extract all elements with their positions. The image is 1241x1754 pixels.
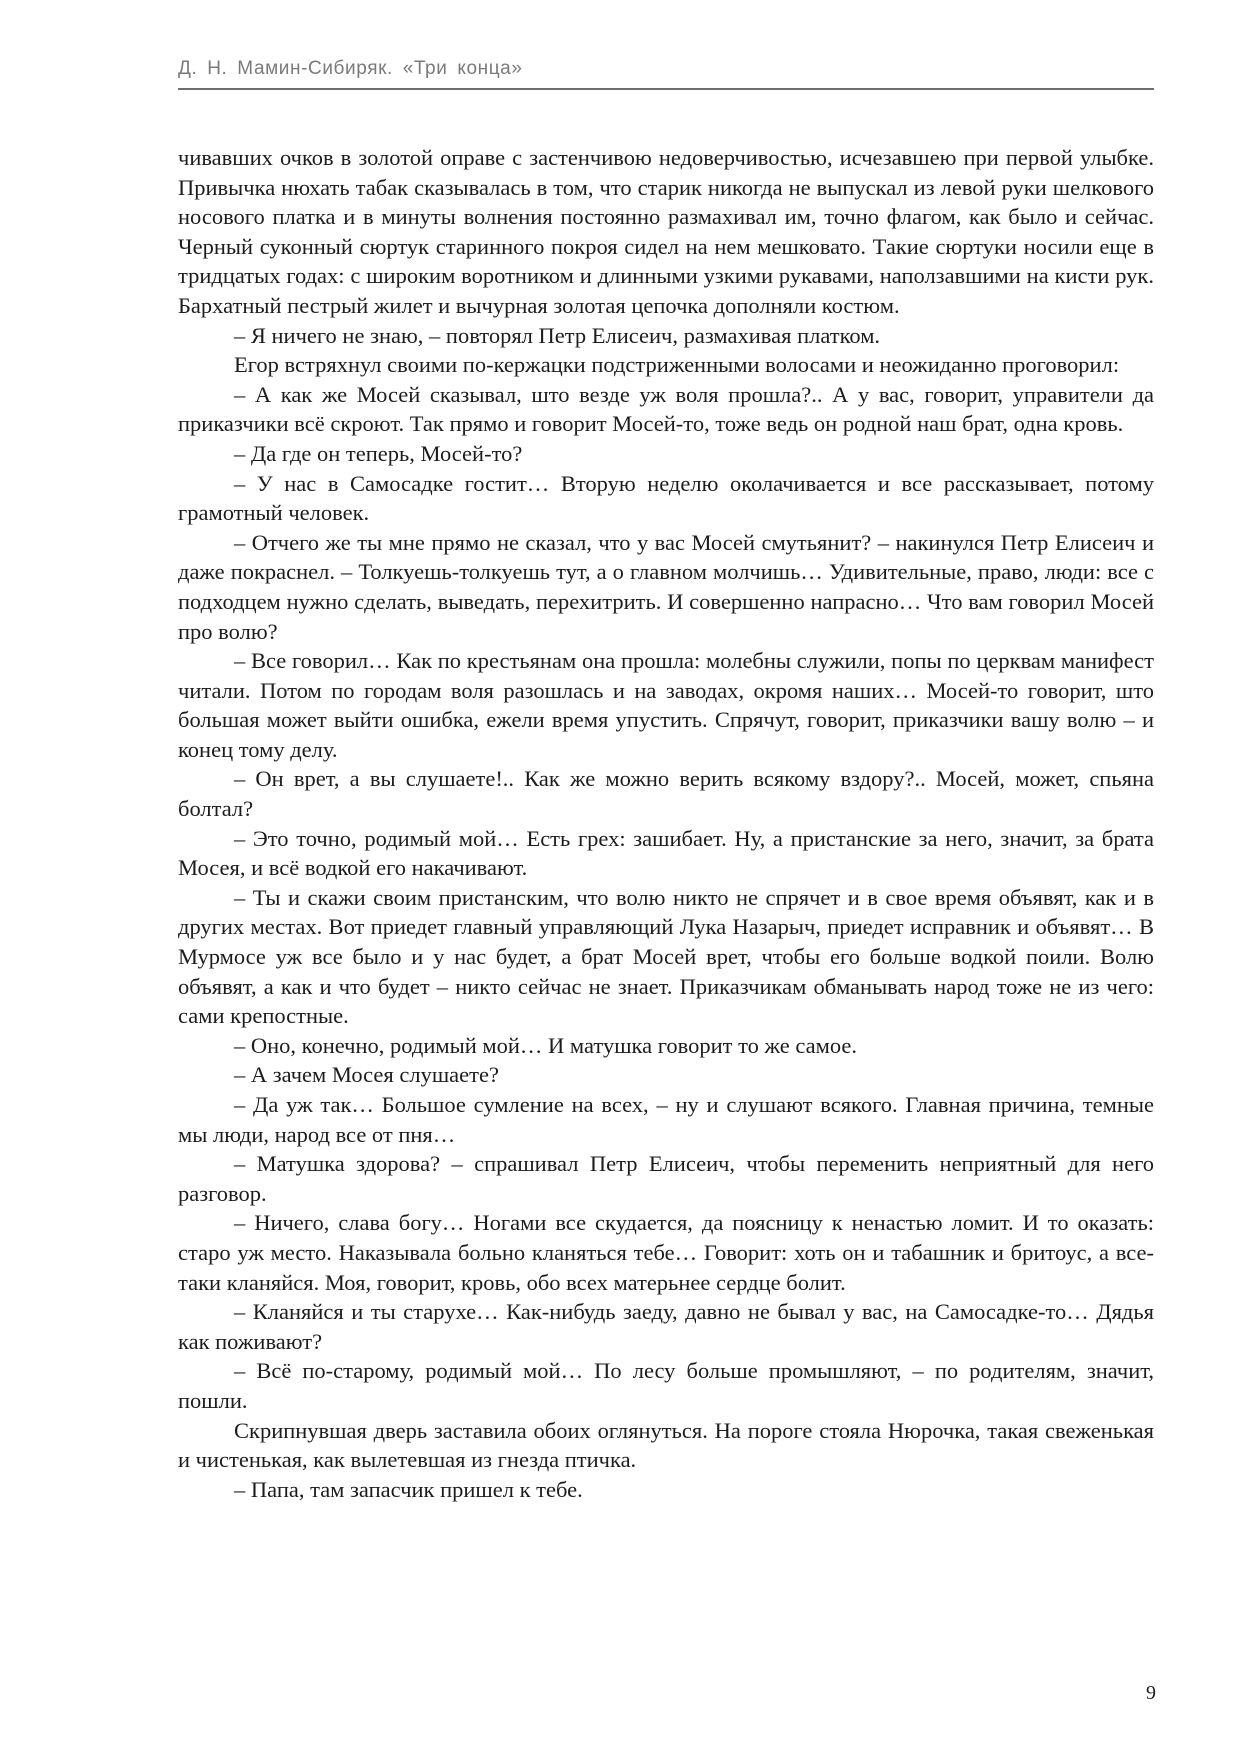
paragraph: – А как же Мосей сказывал, што везде уж воля прошла?.. А у вас, говорит, управители да приказчики всё скроют. Так прямо и говорит Мосей-то, тоже ведь он родной наш брат, одна кровь. [178, 381, 1154, 437]
paragraph: – Ничего, слава богу… Ногами все скудается, да поясницу к ненастью ломит. И то оказать: старо уж место. Наказывала больно кланяться тебе… Говорит: хоть он и табашник и бритоус, а все-таки кланяйся. Моя, говорит, кровь, обо всех матерьнее сердце болит. [178, 1210, 1154, 1295]
header-rule [178, 88, 1154, 90]
paragraph: – Он врет, а вы слушаете!.. Как же можно верить всякому вздору?.. Мосей, может, спьяна болтал? [178, 766, 1154, 822]
paragraph: – Ты и скажи своим пристанским, что волю никто не спрячет и в свое время объявят, как и в других местах. Вот приедет главный управляющий Лука Назарыч, приедет исправник и объявят… В Мурмосе уж все было и у нас будет, а брат Мосей врет, чтобы его больше водкой поили. Волю объявят, а как и что будет – никто сейчас не знает. Приказчикам обманывать народ тоже не из чего: сами крепостные. [178, 884, 1154, 1029]
page-number: 9 [1146, 1682, 1156, 1704]
paragraph: – Я ничего не знаю, – повторял Петр Елисеич, размахивая платком. [234, 322, 881, 348]
running-header: Д. Н. Мамин-Сибиряк. «Три конца» [178, 58, 523, 79]
body-text [178, 143, 1154, 1504]
paragraph: Скрипнувшая дверь заставила обоих оглянуться. На пороге стояла Нюрочка, такая свеженькая и чистенькая, как вылетевшая из гнезда птичка. [178, 1417, 1154, 1473]
paragraph: – Все говорил… Как по крестьянам она прошла: молебны служили, попы по церквам манифест читали. Потом по городам воля разошлась и на заводах, окромя наших… Мосей-то говорит, што большая может выйти ошибка, ежели время упустить. Спрячут, говорит, приказчики вашу волю – и конец тому делу. [178, 648, 1154, 762]
paragraph: – Всё по-старому, родимый мой… По лесу больше промышляют, – по родителям, значит, пошли. [178, 1358, 1154, 1413]
paragraph: – А зачем Мосея слушаете? [234, 1062, 499, 1088]
paragraph: – Кланяйся и ты старухе… Как-нибудь заеду, давно не бывал у вас, на Самосадке-то… Дядья как поживают? [178, 1299, 1154, 1354]
paragraph: – Да где он теперь, Мосей-то? [234, 440, 523, 466]
paragraph: – Матушка здорова? – спрашивал Петр Елисеич, чтобы переменить неприятный для него разговор. [178, 1151, 1154, 1206]
paragraph: – Это точно, родимый мой… Есть грех: зашибает. Ну, а пристанские за него, значит, за брата Мосея, и всё водкой его накачивают. [178, 825, 1154, 881]
paragraph: Егор встряхнул своими по-кержацки подстриженными волосами и неожиданно проговорил: [234, 352, 1120, 378]
paragraph: – Отчего же ты мне прямо не сказал, что у вас Мосей смутьянит? – накинулся Петр Елисеич и даже покраснел. – Толкуешь-толкуешь тут, а о главном молчишь… Удивительные, право, люди: все с подходцем нужно сделать, выведать, перехитрить. И совершенно напрасно… Что вам говорил Мосей про волю? [178, 529, 1154, 644]
paragraph: чивавших очков в золотой оправе с застенчивою недоверчивостью, исчезавшею при первой улыбке. Привычка нюхать табак сказывалась в том, что старик никогда не выпускал из левой руки шелкового носового платка и в минуты волнения постоянно размахивал им, точно флагом, как было и сейчас. Черный суконный сюртук старинного покроя сидел на нем мешковато. Такие сюртуки носили еще в тридцатых годах: с широким воротником и длинными узкими рукавами, наползавшими на кисти рук. Бархатный пестрый жилет и вычурная золотая цепочка дополняли костюм. [178, 145, 1154, 318]
paragraph: – У нас в Самосадке гостит… Вторую неделю околачивается и все рассказывает, потому грамотный человек. [178, 470, 1154, 526]
paragraph: – Папа, там запасчик пришел к тебе. [234, 1476, 583, 1502]
paragraph: – Да уж так… Большое сумление на всех, – ну и слушают всякого. Главная причина, темные мы люди, народ все от пня… [178, 1092, 1154, 1147]
paragraph: – Оно, конечно, родимый мой… И матушка говорит то же самое. [234, 1032, 858, 1058]
